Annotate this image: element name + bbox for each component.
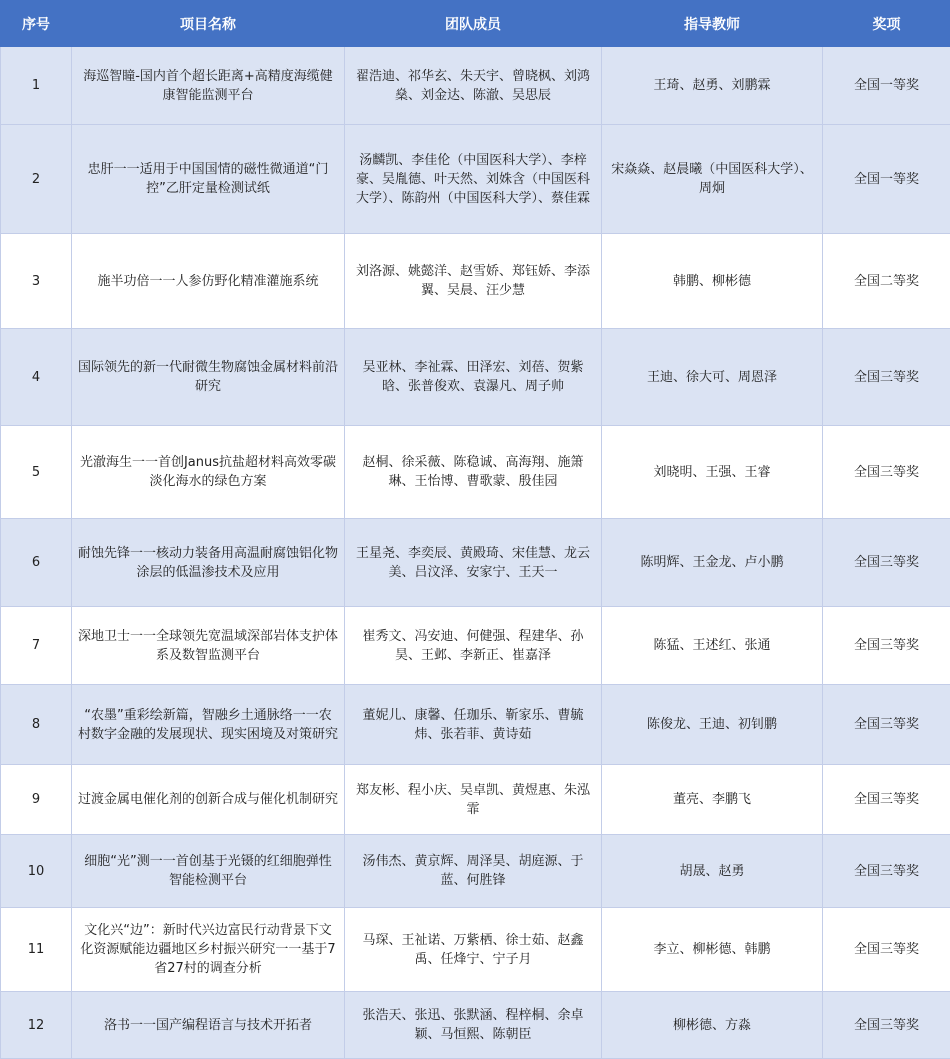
table-row bbox=[1, 685, 950, 765]
cell-advisors: 陈俊龙、王迪、初钊鹏 bbox=[602, 685, 823, 765]
cell-award: 全国三等奖 bbox=[823, 329, 950, 426]
cell-no: 12 bbox=[1, 992, 72, 1059]
cell-project-name: 洛书一一国产编程语言与技术开拓者 bbox=[72, 992, 345, 1059]
table-row bbox=[1, 426, 950, 519]
cell-team-members: 汤伟杰、黄京辉、周泽昊、胡庭源、于蓝、何胜锋 bbox=[345, 835, 602, 908]
cell-team-members: 董妮儿、康馨、任珈乐、靳家乐、曹毓炜、张若菲、黄诗茹 bbox=[345, 685, 602, 765]
cell-no: 6 bbox=[1, 519, 72, 607]
cell-team-members: 郑友彬、程小庆、吴卓凯、黄煜惠、朱泓霏 bbox=[345, 765, 602, 835]
cell-award: 全国一等奖 bbox=[823, 47, 950, 125]
cell-project-name: 细胞“光”测一一首创基于光镊的红细胞弹性智能检测平台 bbox=[72, 835, 345, 908]
cell-project-name: 深地卫士一一全球领先宽温域深部岩体支护体系及数智监测平台 bbox=[72, 607, 345, 685]
cell-project-name: 海巡智瞳-国内首个超长距离+高精度海缆健康智能监测平台 bbox=[72, 47, 345, 125]
header-team-members: 团队成员 bbox=[345, 1, 602, 47]
cell-award: 全国三等奖 bbox=[823, 765, 950, 835]
table-row bbox=[1, 835, 950, 908]
cell-no: 2 bbox=[1, 125, 72, 234]
cell-advisors: 宋焱焱、赵晨曦（中国医科大学）、周炯 bbox=[602, 125, 823, 234]
table-header-row bbox=[1, 1, 950, 47]
table-row bbox=[1, 908, 950, 992]
cell-team-members: 赵桐、徐采薇、陈稳诚、高海翔、施箫琳、王怡博、曹歌蒙、殷佳园 bbox=[345, 426, 602, 519]
cell-advisors: 刘晓明、王强、王睿 bbox=[602, 426, 823, 519]
cell-award: 全国一等奖 bbox=[823, 125, 950, 234]
cell-no: 11 bbox=[1, 908, 72, 992]
cell-advisors: 柳彬德、方淼 bbox=[602, 992, 823, 1059]
cell-project-name: 光澈海生一一首创Janus抗盐超材料高效零碳淡化海水的绿色方案 bbox=[72, 426, 345, 519]
header-project-name: 项目名称 bbox=[72, 1, 345, 47]
cell-no: 1 bbox=[1, 47, 72, 125]
cell-project-name: “农墨”重彩绘新篇，智融乡土通脉络一一农村数字金融的发展现状、现实困境及对策研究 bbox=[72, 685, 345, 765]
cell-advisors: 胡晟、赵勇 bbox=[602, 835, 823, 908]
cell-team-members: 崔秀文、冯安迪、何健强、程建华、孙昊、王邺、李新正、崔嘉泽 bbox=[345, 607, 602, 685]
cell-project-name: 施半功倍一一人参仿野化精准灌施系统 bbox=[72, 234, 345, 329]
table-row bbox=[1, 992, 950, 1059]
cell-advisors: 王琦、赵勇、刘鹏霖 bbox=[602, 47, 823, 125]
table-row bbox=[1, 519, 950, 607]
cell-award: 全国三等奖 bbox=[823, 908, 950, 992]
cell-award: 全国三等奖 bbox=[823, 519, 950, 607]
header-advisors: 指导教师 bbox=[602, 1, 823, 47]
cell-no: 5 bbox=[1, 426, 72, 519]
table-row bbox=[1, 47, 950, 125]
cell-project-name: 忠肝一一适用于中国国情的磁性微通道“门控”乙肝定量检测试纸 bbox=[72, 125, 345, 234]
cell-project-name: 文化兴“边”：新时代兴边富民行动背景下文化资源赋能边疆地区乡村振兴研究一一基于7省27村的调查分析 bbox=[72, 908, 345, 992]
cell-award: 全国三等奖 bbox=[823, 426, 950, 519]
cell-advisors: 陈猛、王述红、张通 bbox=[602, 607, 823, 685]
cell-award: 全国二等奖 bbox=[823, 234, 950, 329]
cell-team-members: 王星尧、李奕辰、黄殿琦、宋佳慧、龙云美、吕汶泽、安家宁、王天一 bbox=[345, 519, 602, 607]
cell-no: 3 bbox=[1, 234, 72, 329]
cell-project-name: 过渡金属电催化剂的创新合成与催化机制研究 bbox=[72, 765, 345, 835]
cell-award: 全国三等奖 bbox=[823, 607, 950, 685]
table-row bbox=[1, 125, 950, 234]
cell-team-members: 马琛、王祉诺、万紫栖、徐士茹、赵鑫禹、任烽宁、宁子月 bbox=[345, 908, 602, 992]
cell-advisors: 李立、柳彬德、韩鹏 bbox=[602, 908, 823, 992]
table-row bbox=[1, 607, 950, 685]
cell-project-name: 国际领先的新一代耐微生物腐蚀金属材料前沿研究 bbox=[72, 329, 345, 426]
header-no: 序号 bbox=[1, 1, 72, 47]
table-row bbox=[1, 234, 950, 329]
cell-award: 全国三等奖 bbox=[823, 685, 950, 765]
table-row bbox=[1, 765, 950, 835]
cell-project-name: 耐蚀先锋一一核动力装备用高温耐腐蚀铝化物涂层的低温渗技术及应用 bbox=[72, 519, 345, 607]
header-award: 奖项 bbox=[823, 1, 950, 47]
cell-no: 8 bbox=[1, 685, 72, 765]
cell-advisors: 董亮、李鹏飞 bbox=[602, 765, 823, 835]
cell-no: 10 bbox=[1, 835, 72, 908]
cell-advisors: 王迪、徐大可、周恩泽 bbox=[602, 329, 823, 426]
cell-no: 4 bbox=[1, 329, 72, 426]
table-row bbox=[1, 329, 950, 426]
cell-team-members: 张浩天、张迅、张默涵、程梓桐、余卓颖、马恒熙、陈朝臣 bbox=[345, 992, 602, 1059]
cell-team-members: 刘洛源、姚懿洋、赵雪娇、郑钰娇、李添翼、吴晨、汪少慧 bbox=[345, 234, 602, 329]
cell-no: 7 bbox=[1, 607, 72, 685]
cell-no: 9 bbox=[1, 765, 72, 835]
cell-advisors: 陈明辉、王金龙、卢小鹏 bbox=[602, 519, 823, 607]
cell-award: 全国三等奖 bbox=[823, 835, 950, 908]
cell-award: 全国三等奖 bbox=[823, 992, 950, 1059]
cell-team-members: 翟浩迪、祁华玄、朱天宇、曾晓枫、刘鸿燊、刘金达、陈澈、吴思辰 bbox=[345, 47, 602, 125]
cell-team-members: 吴亚林、李祉霖、田泽宏、刘蓓、贺紫晗、张普俊欢、袁瀑凡、周子帅 bbox=[345, 329, 602, 426]
cell-team-members: 汤麟凯、李佳伦（中国医科大学）、李梓豪、吴胤德、叶天然、刘姝含（中国医科大学）、陈韵州（中国医科大学）、蔡佳霖 bbox=[345, 125, 602, 234]
cell-advisors: 韩鹏、柳彬德 bbox=[602, 234, 823, 329]
